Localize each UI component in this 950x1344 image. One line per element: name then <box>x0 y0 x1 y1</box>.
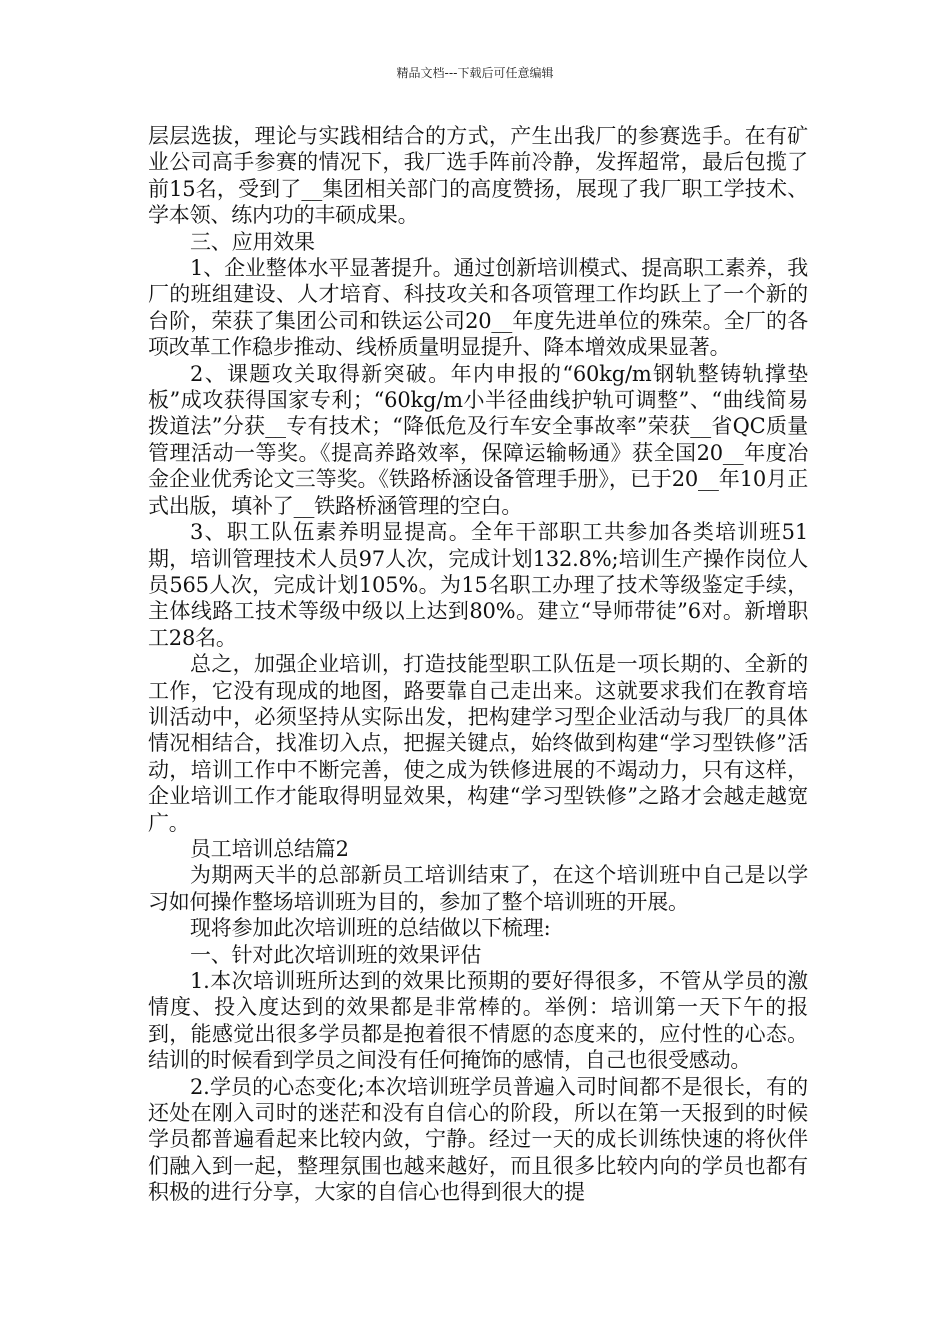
paragraph: 现将参加此次培训班的总结做以下梳理: <box>190 916 551 941</box>
section-heading: 员工培训总结篇2 <box>190 836 349 861</box>
paragraph: 2.学员的心态变化;本次培训班学员普遍入司时间都不是很长，有的还处在刚入司时的迷茫和没有自信心的阶段，所以在第一天报到的时候学员都普遍看起来比较内敛，宁静。经过一天的成长训练快速的将伙伴们融入到一起，整理氛围也越来越好，而且很多比较内向的学员也都有积极的进行分享，大家的自信心也得到很大的提 <box>148 1074 808 1205</box>
paragraph: 总之，加强企业培训，打造技能型职工队伍是一项长期的、全新的工作，它没有现成的地图，路要靠自己走出来。这就要求我们在教育培训活动中，必须坚持从实际出发，把构建学习型企业活动与我厂的具体情况相结合，找准切入点，把握关键点，始终做到构建“学习型铁修”活动，培训工作中不断完善，使之成为铁修进展的不竭动力，只有这样，企业培训工作才能取得明显效果，构建“学习型铁修”之路才会越走越宽广。 <box>148 652 808 835</box>
paragraph: 层层选拔，理论与实践相结合的方式，产生出我厂的参赛选手。在有矿业公司高手参赛的情况下，我厂选手阵前冷静，发挥超常，最后包揽了前15名，受到了__集团相关部门的高度赞扬，展现了我厂职工学技术、学本领、练内功的丰硕成果。 <box>148 124 808 228</box>
paragraph: 2、课题攻关取得新突破。年内申报的“60kg/m钢轨整铸轨撑垫板”成攻获得国家专利；“60kg/m小半径曲线护轨可调整”、“曲线简易拨道法”分获__专有技术；“降低危及行车安全事故率”荣获__省QC质量管理活动一等奖。《提高养路效率，保障运输畅通》获全国20__年度冶金企业优秀论文三等奖。《铁路桥涵设备管理手册》，已于20__年10月正式出版，填补了__铁路桥涵管理的空白。 <box>148 361 808 518</box>
document-body <box>148 123 808 1206</box>
section-heading: 三、应用效果 <box>190 229 315 254</box>
section-heading: 一、针对此次培训班的效果评估 <box>190 942 482 967</box>
paragraph: 1、企业整体水平显著提升。通过创新培训模式、提高职工素养，我厂的班组建设、人才培育、科技攻关和各项管理工作均跃上了一个新的台阶，荣获了集团公司和铁运公司20__年度先进单位的殊荣。全厂的各项改革工作稳步推动、线桥质量明显提升、降本增效成果显著。 <box>148 256 808 360</box>
paragraph: 3、职工队伍素养明显提高。全年干部职工共参加各类培训班51期，培训管理技术人员97人次，完成计划132.8%;培训生产操作岗位人员565人次，完成计划105%。为15名职工办理了技术等级鉴定手续，主体线路工技术等级中级以上达到80%。建立“导师带徒”6对。新增职工28名。 <box>148 520 808 650</box>
paragraph: 1.本次培训班所达到的效果比预期的要好得很多，不管从学员的激情度、投入度达到的效果都是非常棒的。举例：培训第一天下午的报到，能感觉出很多学员都是抱着很不情愿的态度来的，应付性的心态。结训的时候看到学员之间没有任何掩饰的感情，自己也很受感动。 <box>148 969 808 1073</box>
paragraph: 为期两天半的总部新员工培训结束了，在这个培训班中自己是以学习如何操作整场培训班为目的，参加了整个培训班的开展。 <box>148 863 808 914</box>
page-header: 精品文档---下载后可任意编辑 <box>396 66 554 80</box>
